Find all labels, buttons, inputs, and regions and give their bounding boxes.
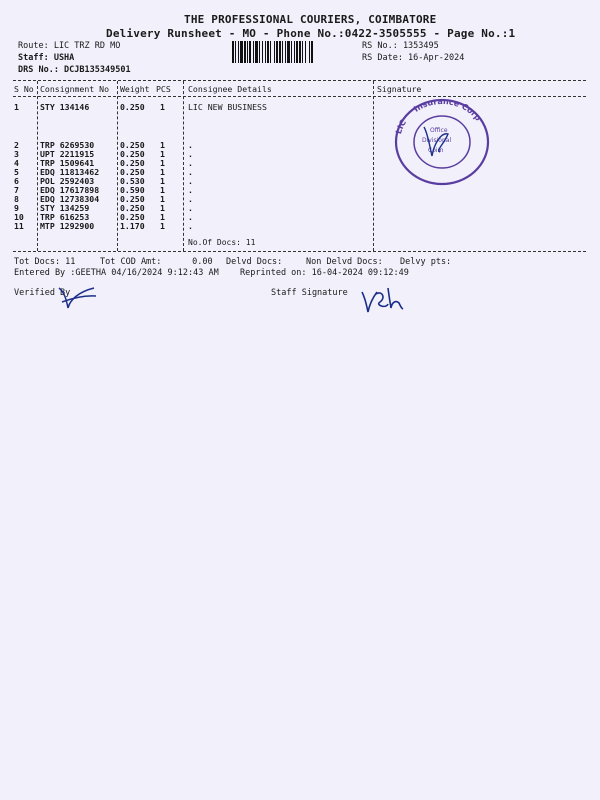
col-header-signature: Signature <box>377 84 422 94</box>
row-consignee-details: . <box>188 203 193 213</box>
row-consignee-details: . <box>188 140 193 150</box>
row-pcs: 1 <box>160 212 165 222</box>
row-consignee-details: . <box>188 158 193 168</box>
row-weight: 0.250 <box>120 167 145 177</box>
row-sno: 11 <box>14 221 24 231</box>
barcode-bar <box>313 41 314 63</box>
table-header-divider <box>13 96 586 97</box>
row-sno: 10 <box>14 212 24 222</box>
row-sno: 4 <box>14 158 19 168</box>
row-sno: 1 <box>14 102 19 112</box>
entered-by: Entered By :GEETHA 04/16/2024 9:12:43 AM <box>14 268 219 278</box>
column-divider <box>117 81 118 251</box>
col-header-weight: Weight <box>120 84 150 94</box>
row-sno: 6 <box>14 176 19 186</box>
row-weight: 0.250 <box>120 102 145 112</box>
lic-office-stamp <box>388 94 496 190</box>
row-consignment: UPT 2211915 <box>40 149 95 159</box>
row-pcs: 1 <box>160 102 165 112</box>
row-consignee-details: . <box>188 149 193 159</box>
row-sno: 3 <box>14 149 19 159</box>
row-consignment: TRP 6269530 <box>40 140 95 150</box>
row-consignee-details: . <box>188 167 193 177</box>
stamp-right-text: Insurance Corp <box>412 96 483 123</box>
row-weight: 0.250 <box>120 203 145 213</box>
reprinted-on: Reprinted on: 16-04-2024 09:12:49 <box>240 268 409 278</box>
stamp-inner-text-1: Office <box>430 127 448 134</box>
row-pcs: 1 <box>160 185 165 195</box>
company-title: THE PROFESSIONAL COURIERS, COIMBATORE <box>184 13 437 26</box>
non-delivered-docs: Non Delvd Docs: <box>306 257 383 267</box>
delivery-points: Delvy pts: <box>400 257 452 267</box>
row-consignment: STY 134146 <box>40 102 90 112</box>
row-consignment: TRP 1509641 <box>40 158 95 168</box>
delivered-docs: Delvd Docs: <box>226 257 283 267</box>
staff-signature <box>358 282 406 316</box>
column-divider <box>37 81 38 251</box>
tot-cod-amount: Tot COD Amt: 0.00 <box>100 257 213 267</box>
row-consignee-details: . <box>188 176 193 186</box>
row-weight: 1.170 <box>120 221 145 231</box>
table-bottom-divider <box>13 251 586 252</box>
svg-text:LIC <box>394 118 408 135</box>
row-consignee-details: . <box>188 212 193 222</box>
row-pcs: 1 <box>160 149 165 159</box>
column-divider <box>373 81 374 251</box>
row-consignment: STY 134259 <box>40 203 90 213</box>
row-weight: 0.590 <box>120 185 145 195</box>
barcode-image <box>232 41 355 63</box>
row-weight: 0.250 <box>120 158 145 168</box>
runsheet-title: Delivery Runsheet - MO - Phone No.:0422-3505555 - Page No.:1 <box>106 27 516 40</box>
row-sno: 7 <box>14 185 19 195</box>
col-header-sno: S No <box>14 84 34 94</box>
drs-number: DRS No.: DCJB135349501 <box>18 65 131 75</box>
svg-text:Insurance Corp <box>412 97 483 123</box>
col-header-consignee: Consignee Details <box>188 84 272 94</box>
row-weight: 0.250 <box>120 149 145 159</box>
row-pcs: 1 <box>160 176 165 186</box>
row-weight: 0.250 <box>120 212 145 222</box>
rs-number: RS No.: 1353495 <box>362 41 439 51</box>
stamp-inner-text-3: Coim <box>428 147 444 154</box>
row-consignee-details: . <box>188 194 193 204</box>
row-weight: 0.250 <box>120 140 145 150</box>
column-divider <box>183 81 184 251</box>
row-consignment: POL 2592403 <box>40 176 95 186</box>
row-sno: 2 <box>14 140 19 150</box>
stamp-top-text: LIC <box>394 118 409 136</box>
row-consignment: TRP 616253 <box>40 212 90 222</box>
table-top-divider <box>13 80 586 81</box>
verified-signature <box>56 282 100 314</box>
verified-by-label: Verified By <box>14 288 71 298</box>
col-header-consignment: Consignment No <box>40 84 110 94</box>
row-consignment: EDQ 12738304 <box>40 194 100 204</box>
rs-date: RS Date: 16-Apr-2024 <box>362 53 465 63</box>
stamp-inner-text-2: Divisional <box>422 137 452 144</box>
row-weight: 0.530 <box>120 176 145 186</box>
row-sno: 8 <box>14 194 19 204</box>
row-pcs: 1 <box>160 194 165 204</box>
row-weight: 0.250 <box>120 194 145 204</box>
row-pcs: 1 <box>160 140 165 150</box>
no-of-docs: No.Of Docs: 11 <box>188 238 256 247</box>
row-pcs: 1 <box>160 203 165 213</box>
row-pcs: 1 <box>160 167 165 177</box>
row-sno: 9 <box>14 203 19 213</box>
row-consignee-details: . <box>188 221 193 231</box>
staff-signature-label: Staff Signature <box>271 288 348 298</box>
row-sno: 5 <box>14 167 19 177</box>
row-pcs: 1 <box>160 221 165 231</box>
route-label: Route: LIC TRZ RD MO <box>18 41 121 51</box>
row-consignment: EDQ 11813462 <box>40 167 100 177</box>
tot-docs: Tot Docs: 11 <box>14 257 76 267</box>
row-consignment: EDQ 17617898 <box>40 185 100 195</box>
row-consignment: MTP 1292900 <box>40 221 95 231</box>
row-consignee-details: . <box>188 185 193 195</box>
col-header-pcs: PCS <box>156 84 171 94</box>
row-consignee-details: LIC NEW BUSINESS <box>188 102 267 112</box>
staff-label: Staff: USHA <box>18 53 75 63</box>
row-pcs: 1 <box>160 158 165 168</box>
